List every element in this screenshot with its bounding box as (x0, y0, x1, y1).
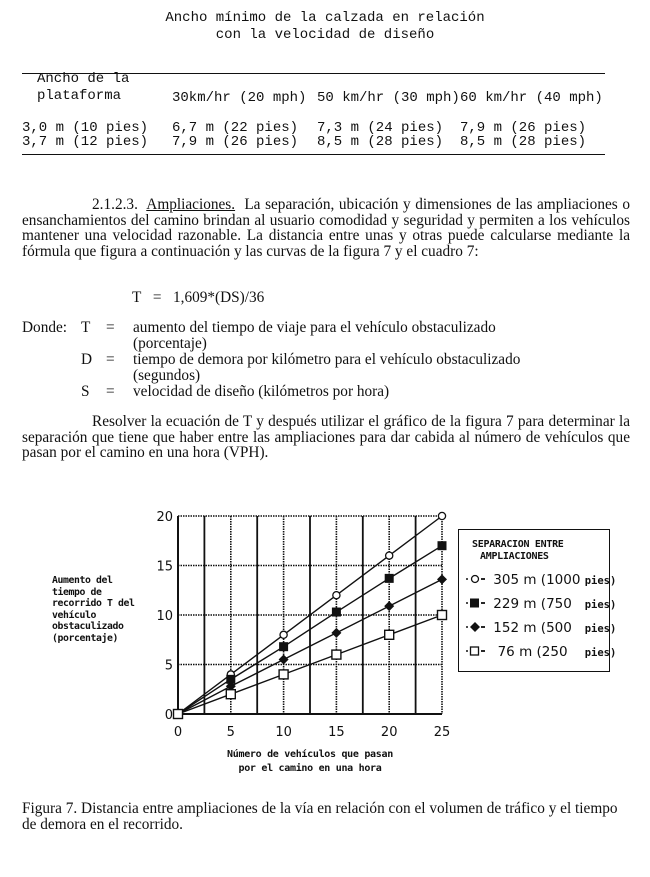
definition-symbol: S (81, 383, 90, 400)
data-point-filled-square (385, 574, 394, 583)
legend-unit: pies) (584, 623, 617, 635)
table-cell: 7,9 m (26 pies) (460, 120, 587, 136)
formula (132, 290, 264, 306)
y-tick-label: 0 (164, 708, 173, 723)
data-point-filled-square (332, 608, 341, 617)
data-point-filled-diamond (437, 574, 447, 584)
table-cell: 7,9 m (26 pies) (172, 134, 299, 150)
legend-label: 76 m (250 (497, 644, 568, 660)
y-axis-label-line: vehículo (52, 609, 96, 621)
x-tick-label: 5 (226, 725, 235, 740)
y-axis-label-line: Aumento del (52, 575, 113, 586)
table-header-width-line1: Ancho de la (37, 71, 130, 87)
data-point-open-square (438, 611, 447, 620)
table-title (0, 10, 650, 44)
y-tick-label: 20 (156, 510, 173, 525)
x-tick-label: 0 (173, 725, 183, 740)
definitions-label: Donde: (22, 319, 68, 336)
table-title-line-1: Ancho mínimo de la calzada en relación (165, 10, 485, 26)
table-cell: 3,0 m (10 pies) (22, 120, 149, 136)
table-header-30kmh: 30km/hr (20 mph) (172, 90, 307, 106)
x-axis-label (178, 748, 442, 776)
data-point-filled-diamond (331, 628, 341, 638)
definition-eq: = (106, 319, 115, 336)
table-header-width-line2: plataforma (37, 88, 122, 104)
table-cell: 8,5 m (28 pies) (317, 134, 444, 150)
legend-label: 305 m (1000 (493, 572, 581, 588)
legend-title-line-1: SEPARACION ENTRE (472, 539, 564, 550)
data-point-open-square (174, 710, 183, 719)
data-point-filled-diamond (279, 655, 289, 665)
y-axis-label-line: tiempo de (52, 586, 102, 598)
y-axis-label (52, 575, 134, 645)
definition-text-2: (segundos) (133, 367, 201, 384)
legend-item (463, 596, 616, 612)
data-point-filled-square (438, 541, 447, 550)
x-axis-label-line-1: Número de vehículos que pasan (227, 749, 393, 760)
legend-label: 229 m (750 (493, 596, 572, 612)
definition-text: velocidad de diseño (kilómetros por hora) (133, 383, 390, 400)
instruction-paragraph (22, 414, 630, 461)
x-tick-label: 25 (433, 725, 451, 740)
definition-text-2: (porcentaje) (133, 335, 207, 352)
y-axis-label-line: obstaculizado (52, 621, 124, 633)
legend-item (463, 644, 616, 660)
table-cell: 7,3 m (24 pies) (317, 120, 444, 136)
table-header-60kmh: 60 km/hr (40 mph) (460, 90, 603, 106)
legend-title (472, 539, 564, 563)
legend-item (463, 572, 616, 588)
data-point-open-circle (280, 631, 287, 638)
x-tick-label: 20 (380, 725, 398, 740)
legend-unit: pies) (584, 599, 617, 611)
figure-caption: Figura 7. Distancia entre ampliaciones de la vía en relación con el volumen de tráfico y el tiempo de demora en el recorrido. (22, 800, 618, 833)
data-point-open-square (385, 630, 394, 639)
table-header-50kmh: 50 km/hr (30 mph) (317, 90, 460, 106)
y-tick-label: 5 (164, 658, 173, 674)
data-point-open-circle (386, 552, 393, 559)
chart-legend (458, 529, 617, 672)
definition-text: tiempo de demora por kilómetro para el vehículo obstaculizado (133, 351, 521, 368)
definition-symbol: T (81, 319, 91, 336)
section-paragraph (22, 197, 630, 259)
legend-title-line-2: AMPLIACIONES (480, 551, 549, 562)
data-point-filled-square (279, 642, 288, 651)
section-body: La separación, ubicación y dimensiones de las ampliaciones o ensanchamientos del camino brindan al usuario comodidad y seguridad y permiten a los vehículos mantener una velocidad razonable. La distancia entre unas y otras puede calcularse mediante la fórmula que figura a continuación y las curvas de la figura 7 y el cuadro 7: (22, 196, 630, 260)
data-point-open-square (279, 670, 288, 679)
table-cell: 3,7 m (12 pies) (22, 134, 149, 150)
data-point-filled-diamond (384, 601, 394, 611)
table-bottom-rule (22, 154, 605, 155)
section-heading: Ampliaciones. (146, 196, 236, 213)
definition-eq: = (106, 351, 115, 368)
legend-unit: pies) (584, 575, 617, 587)
x-axis-label-line-2: por el camino en una hora (238, 763, 382, 774)
legend-filled-diamond-icon (463, 620, 489, 634)
legend-item (463, 620, 616, 636)
data-point-open-circle (438, 512, 445, 519)
definition-eq: = (106, 383, 115, 400)
formula-eq: = (152, 289, 162, 306)
definition-text: aumento del tiempo de viaje para el vehículo obstaculizado (133, 319, 496, 336)
x-tick-label: 15 (328, 725, 345, 740)
table-cell: 6,7 m (22 pies) (172, 120, 299, 136)
y-tick-label: 15 (156, 559, 173, 575)
legend-filled-square-icon (463, 596, 489, 610)
legend-unit: pies) (584, 647, 617, 659)
y-tick-label: 10 (156, 609, 173, 624)
table-title-line-2: con la velocidad de diseño (215, 27, 435, 43)
x-tick-label: 10 (275, 725, 292, 740)
table-cell: 8,5 m (28 pies) (460, 134, 587, 150)
formula-rhs: 1,609*(DS)/36 (172, 289, 265, 306)
legend-open-square-icon (463, 644, 489, 658)
y-axis-label-line: (porcentaje) (52, 632, 118, 644)
data-point-open-square (226, 690, 235, 699)
section-number: 2.1.2.3. (92, 196, 138, 213)
legend-open-circle-icon (463, 572, 489, 586)
instruction-text: Resolver la ecuación de T y después utilizar el gráfico de la figura 7 para determinar la separación que tiene que haber entre las ampliaciones para dar cabida al número de vehículos que pasan por el camino en una hora (VPH). (22, 413, 630, 461)
legend-label: 152 m (500 (493, 620, 572, 636)
formula-lhs: T (132, 289, 142, 306)
data-point-open-square (332, 650, 341, 659)
y-axis-label-line: recorrido T del (52, 598, 135, 610)
data-point-open-circle (333, 592, 340, 599)
definition-symbol: D (81, 351, 93, 368)
